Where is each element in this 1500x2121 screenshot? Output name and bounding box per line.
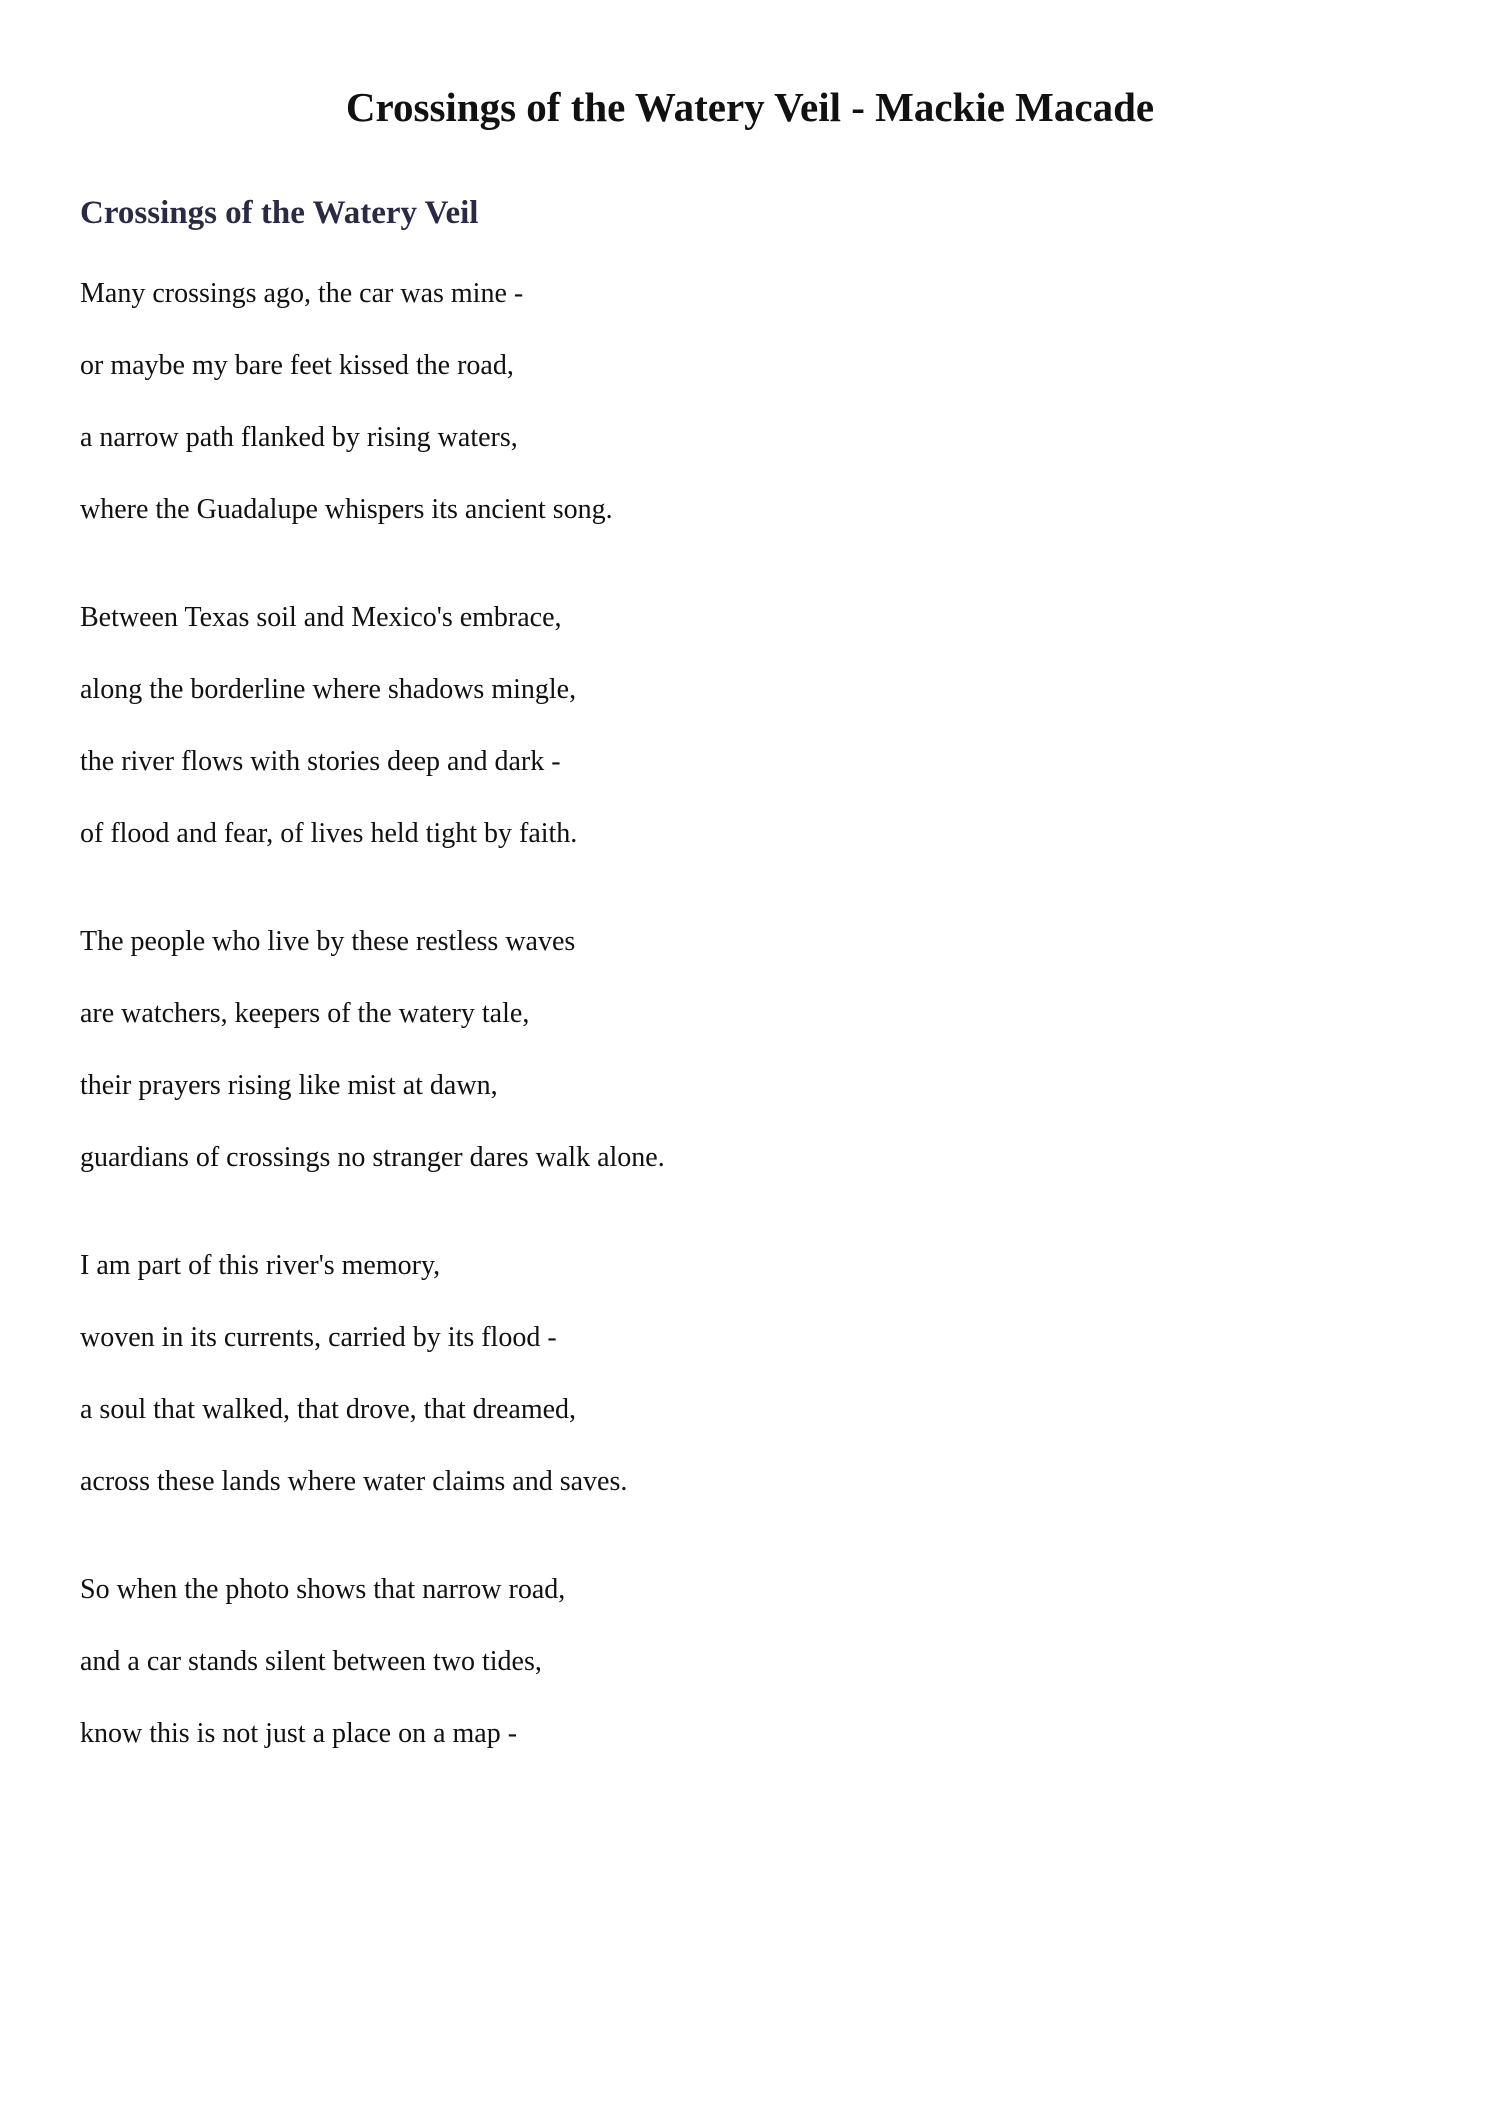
poem-line: Between Texas soil and Mexico's embrace, — [80, 602, 562, 633]
poem-line: along the borderline where shadows mingle, — [80, 674, 577, 705]
poem-line: where the Guadalupe whispers its ancient song. — [80, 494, 613, 525]
poem-line: across these lands where water claims and saves. — [80, 1466, 628, 1497]
stanza-3 — [80, 924, 1420, 1176]
poem-line: Many crossings ago, the car was mine - — [80, 278, 524, 309]
poem-line: I am part of this river's memory, — [80, 1250, 441, 1281]
poem-line: the river flows with stories deep and dark - — [80, 746, 561, 777]
poem-line: woven in its currents, carried by its flood - — [80, 1322, 557, 1353]
stanza-2 — [80, 600, 1420, 852]
stanza-1 — [80, 276, 1420, 528]
stanza-5 — [80, 1572, 1420, 1752]
poem-title: Crossings of the Watery Veil — [80, 195, 479, 231]
poem-line: a soul that walked, that drove, that dreamed, — [80, 1394, 577, 1425]
poem-line: are watchers, keepers of the watery tale, — [80, 998, 530, 1029]
poem-line: their prayers rising like mist at dawn, — [80, 1070, 498, 1101]
poem-line: The people who live by these restless waves — [80, 926, 576, 957]
poem-line: of flood and fear, of lives held tight by faith. — [80, 818, 578, 849]
poem-line: know this is not just a place on a map - — [80, 1718, 518, 1749]
document-title: Crossings of the Watery Veil - Mackie Macade — [345, 84, 1155, 130]
poem-line: and a car stands silent between two tides, — [80, 1646, 542, 1677]
poem-body — [80, 276, 1420, 1752]
poem-line: or maybe my bare feet kissed the road, — [80, 350, 514, 381]
poem-line: guardians of crossings no stranger dares walk alone. — [80, 1142, 665, 1173]
stanza-4 — [80, 1248, 1420, 1500]
poem-line: So when the photo shows that narrow road, — [80, 1574, 566, 1605]
poem-line: a narrow path flanked by rising waters, — [80, 422, 518, 453]
